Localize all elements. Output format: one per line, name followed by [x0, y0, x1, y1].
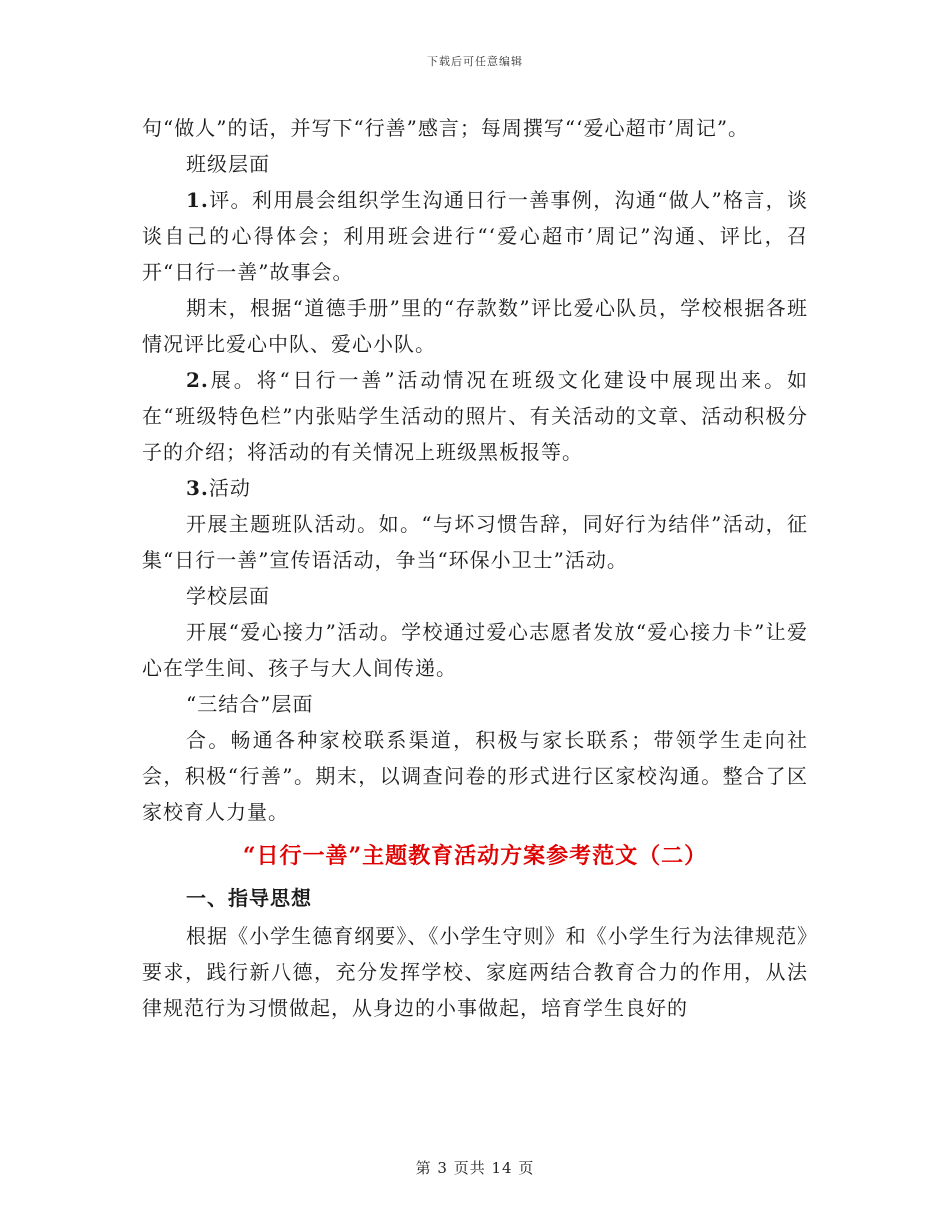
item-1-number: 1.: [186, 188, 209, 212]
item-1-paragraph: [142, 182, 808, 290]
page-number: 第 3 页共 14 页: [415, 1159, 535, 1177]
three-combination-paragraph: 合。畅通各种家校联系渠道，积极与家长联系；带领学生走向社会，积极“行善”。期末，以调查问卷的形式进行区家校沟通。整合了区家校育人力量。: [142, 728, 808, 824]
activity-paragraph: 开展主题班队活动。如。“与坏习惯告辞，同好行为结伴”活动，征集“日行一善”宣传语活动，争当“环保小卫士”活动。: [142, 512, 808, 572]
term-end-paragraph: 期末，根据“道德手册”里的“存款数”评比爱心队员，学校根据各班情况评比爱心中队、爱心小队。: [142, 296, 808, 356]
item-3-paragraph: [142, 470, 808, 506]
header-note: 下载后可任意编辑: [427, 55, 523, 68]
three-combination-label: “三结合”层面: [186, 692, 314, 716]
item-3-number: 3.: [186, 476, 209, 500]
item-2-paragraph: [142, 362, 808, 470]
document-body: [142, 110, 808, 1026]
item-2-text: 展。将“日行一善”活动情况在班级文化建设中展现出来。如在“班级特色栏”内张贴学生活动的照片、有关活动的文章、活动积极分子的介绍；将活动的有关情况上班级黑板报等。: [142, 368, 808, 464]
item-1-text: 评。利用晨会组织学生沟通日行一善事例，沟通“做人”格言，谈谈自己的心得体会；利用班会进行“‘爱心超市’周记”沟通、评比，召开“日行一善”故事会。: [142, 188, 808, 284]
class-level-label: 班级层面: [186, 152, 270, 176]
item-3-text: 活动: [208, 476, 251, 500]
paragraph-continuation: 句“做人”的话，并写下“行善”感言；每周撰写“‘爱心超市’周记”。: [142, 116, 750, 140]
school-paragraph: 开展“爱心接力”活动。学校通过爱心志愿者发放“爱心接力卡”让爱心在学生间、孩子与大人间传递。: [142, 620, 808, 680]
guiding-ideology-heading: 一、指导思想: [186, 886, 312, 910]
school-level-label: 学校层面: [186, 584, 270, 608]
section-title: “日行一善”主题教育活动方案参考范文（二）: [242, 843, 708, 869]
item-2-number: 2.: [186, 368, 209, 392]
guiding-ideology-paragraph: 根据《小学生德育纲要》、《小学生守则》和《小学生行为法律规范》要求，践行新八德，充分发挥学校、家庭两结合教育合力的作用，从法律规范行为习惯做起，从身边的小事做起，培育学生良好的: [142, 924, 808, 1020]
